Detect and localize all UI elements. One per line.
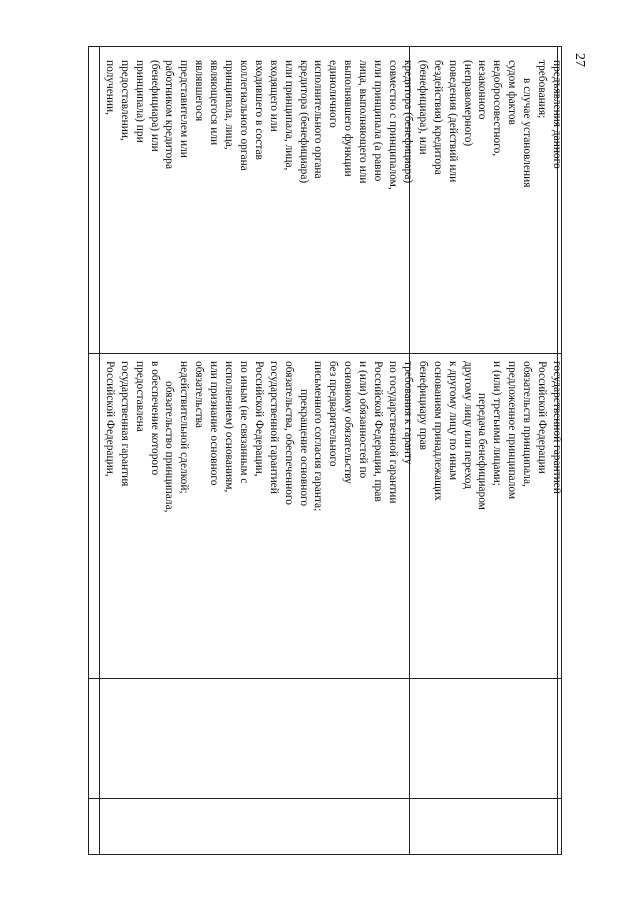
cell-line: исполнительного органа <box>312 60 325 179</box>
cell-line: являющегося или <box>208 60 221 146</box>
cell-line: к другому лицу по иным <box>446 361 459 481</box>
cell-line: бенефициару прав <box>416 361 429 451</box>
cell-line: письменного согласия гаранта; <box>312 361 325 512</box>
cell-line: представителем или <box>178 60 191 158</box>
cell-line: Российской Федерации, <box>103 361 116 477</box>
cell-line: работником кредитора <box>163 60 176 170</box>
cell-line: обязательство принципала, <box>163 381 176 513</box>
cell-line: предъявления данного <box>551 60 563 169</box>
cell-line: предоставлена <box>133 361 146 432</box>
cell-line: или признание основного <box>208 361 221 486</box>
cell-line: государственная гарантия <box>118 361 131 487</box>
cell-line: основному обязательству <box>342 361 355 484</box>
cell-line: в обеспечение которого <box>148 361 161 476</box>
cell-line: обязательств принципала, <box>521 361 534 487</box>
cell-line: Российской Федерации <box>536 361 549 474</box>
cell-line: получении, <box>103 60 116 115</box>
cell-line: принципала, лица, <box>223 60 236 150</box>
cell-line: недействительной сделкой; <box>178 361 191 494</box>
cell-line: и (или) третьими лицами; <box>491 361 504 486</box>
row-divider <box>89 678 561 679</box>
cell-line: кредитора (бенефициара) <box>297 60 310 184</box>
cell-line: являвшегося <box>193 60 206 122</box>
cell-line: передача бенефициаром <box>476 393 489 510</box>
cell-line: предложенное принципалом <box>506 361 519 500</box>
cell-line: единоличного <box>327 60 340 128</box>
cell-line: поведения (действий или <box>446 60 459 183</box>
cell-line: входившего в состав <box>252 60 265 160</box>
cell-line: или принципала, лица, <box>282 60 295 171</box>
cell-line: в случае установления <box>521 78 534 188</box>
cell-line: основаниям принадлежащих <box>431 361 444 501</box>
cell-line: предоставлении, <box>118 60 131 141</box>
cell-line: или принципала (а равно <box>372 60 385 182</box>
cell-line: (неправомерного) <box>461 60 474 147</box>
cell-line: бездействия) кредитора <box>431 60 444 175</box>
table <box>88 46 562 855</box>
table-cell-column-2 <box>102 353 564 513</box>
cell-line: принципала) при <box>133 60 146 143</box>
column-divider <box>99 47 100 854</box>
table-cell-column-4 <box>102 50 564 190</box>
cell-line: государственной гарантией <box>551 361 563 494</box>
cell-line: другому лицу или переход <box>461 361 474 489</box>
cell-line: прекращение основного <box>297 389 310 507</box>
cell-line: судом фактов <box>506 60 519 125</box>
cell-line: входящего или <box>267 60 280 132</box>
cell-line: обязательства <box>193 361 206 428</box>
cell-line: и (или) обязанностей по <box>357 361 370 479</box>
cell-line: лица, выполняющего или <box>357 60 370 184</box>
cell-line: по государственной гарантии <box>387 361 400 504</box>
cell-line: требования; <box>536 60 549 119</box>
cell-line: недобросовестного, <box>491 60 504 157</box>
cell-line: обязательства, обеспеченного <box>282 361 295 505</box>
cell-line: незаконного <box>476 60 489 120</box>
cell-line: (бенефициара), или <box>416 60 429 155</box>
page-number: 27 <box>572 53 587 67</box>
cell-line: требования к гаранту <box>401 361 414 465</box>
cell-line: Российской Федерации, прав <box>372 361 385 502</box>
cell-line: по иным (не связанным с <box>237 361 250 484</box>
cell-line: (бенефициара) или <box>148 60 161 152</box>
cell-line: выполнявшего функции <box>342 60 355 177</box>
cell-line: коллегиального органа <box>237 60 250 171</box>
cell-line: кредитора (бенефициара) <box>401 60 414 184</box>
cell-line: государственной гарантией <box>267 361 280 494</box>
cell-line: исполнением) основаниям, <box>223 361 236 493</box>
cell-line: совместно с принципалом, <box>387 60 400 190</box>
cell-line: без предварительного <box>327 361 340 467</box>
cell-line: Российской Федерации, <box>252 361 265 477</box>
row-divider <box>89 798 561 799</box>
